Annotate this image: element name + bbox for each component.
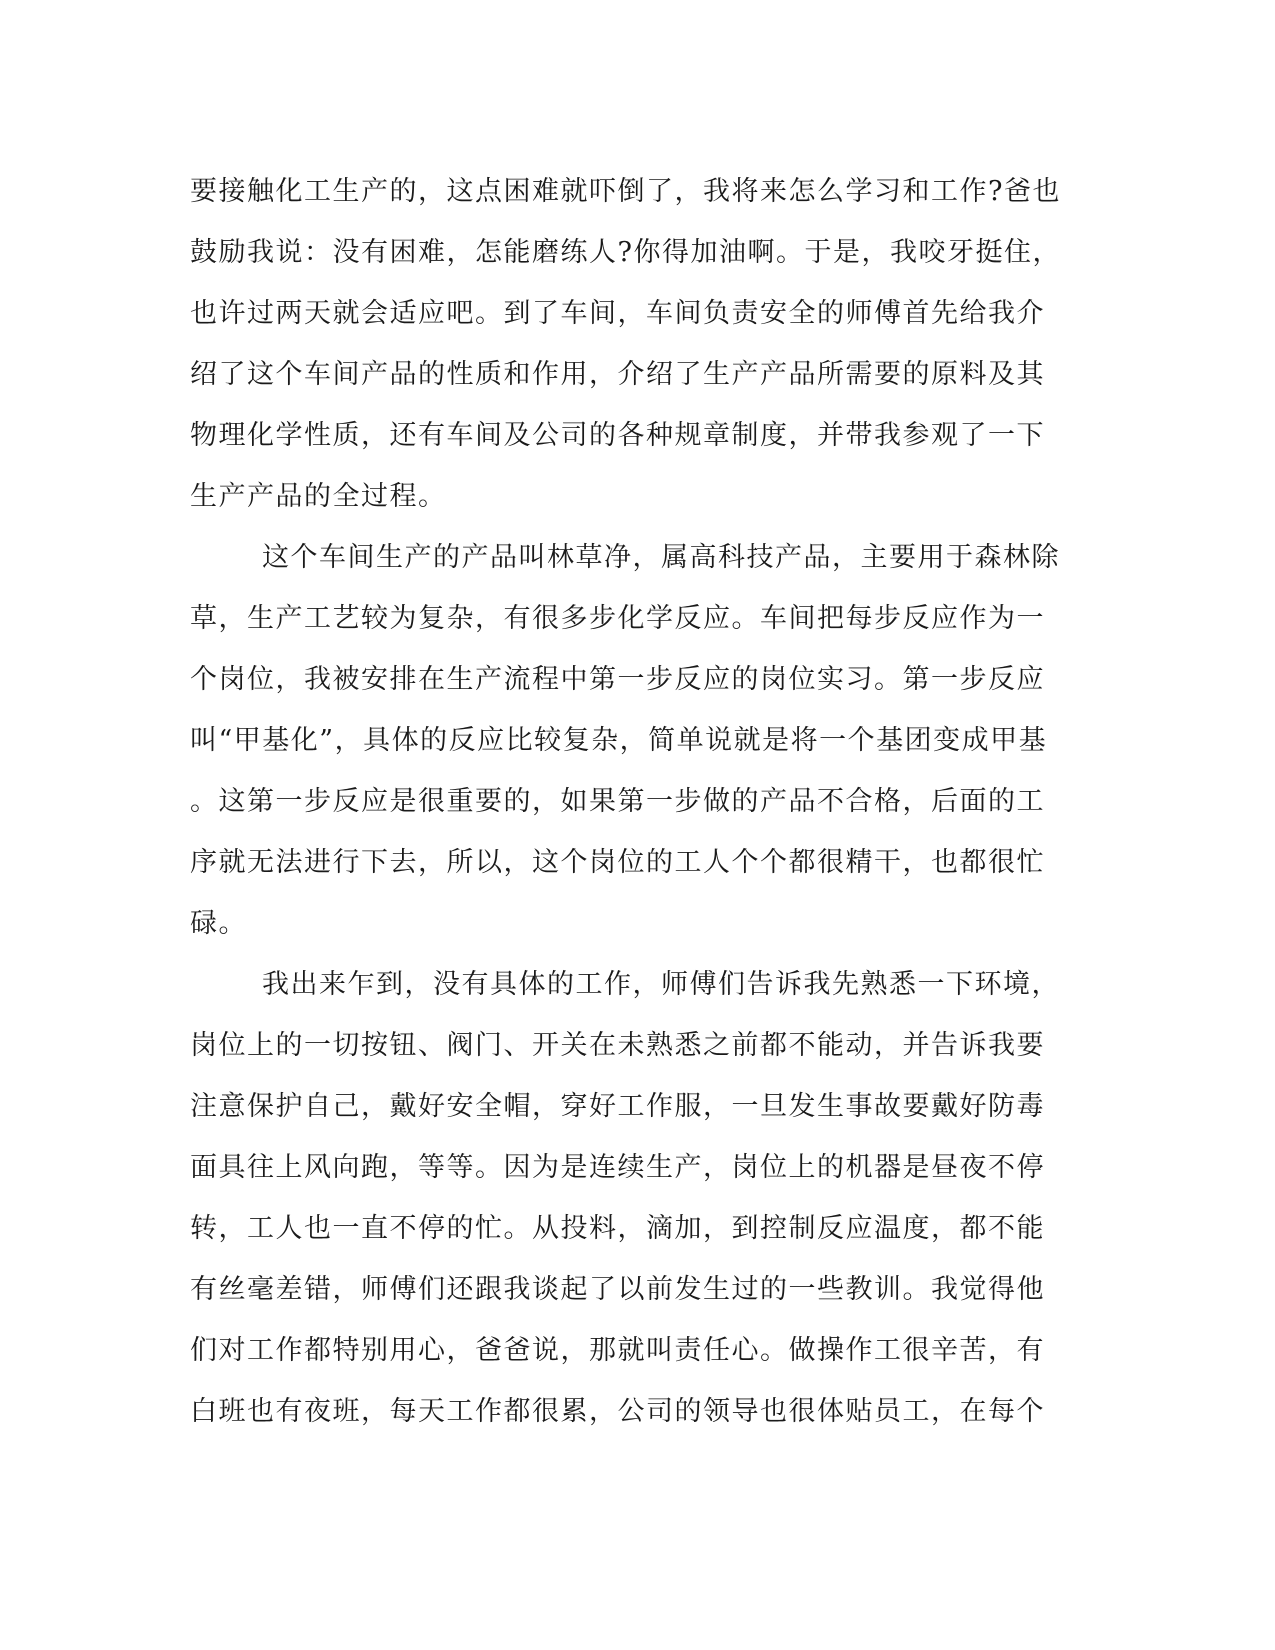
text-line: 转，工人也一直不停的忙。从投料，滴加，到控制反应温度，都不能 <box>190 1213 1045 1244</box>
text-line: 们对工作都特别用心，爸爸说，那就叫责任心。做操作工很辛苦，有 <box>190 1335 1045 1366</box>
text-line: 。这第一步反应是很重要的，如果第一步做的产品不合格，后面的工 <box>190 786 1045 817</box>
paragraph-start-line: 这个车间生产的产品叫林草净，属高科技产品，主要用于森林除 <box>262 542 1060 573</box>
text-line: 注意保护自己，戴好安全帽，穿好工作服，一旦发生事故要戴好防毒 <box>190 1091 1045 1122</box>
text-line: 要接触化工生产的，这点困难就吓倒了，我将来怎么学习和工作?爸也 <box>190 176 1061 207</box>
text-line: 碌。 <box>190 908 247 939</box>
text-line: 绍了这个车间产品的性质和作用，介绍了生产产品所需要的原料及其 <box>190 359 1045 390</box>
text-line: 叫“甲基化”，具体的反应比较复杂，简单说就是将一个基团变成甲基 <box>190 725 1048 756</box>
text-line: 序就无法进行下去，所以，这个岗位的工人个个都很精干，也都很忙 <box>190 847 1045 878</box>
body-text <box>190 161 1085 1442</box>
text-line: 白班也有夜班，每天工作都很累，公司的领导也很体贴员工，在每个 <box>190 1396 1045 1427</box>
text-line: 鼓励我说：没有困难，怎能磨练人?你得加油啊。于是，我咬牙挺住， <box>190 237 1061 268</box>
text-line: 草，生产工艺较为复杂，有很多步化学反应。车间把每步反应作为一 <box>190 603 1045 634</box>
text-line: 物理化学性质，还有车间及公司的各种规章制度，并带我参观了一下 <box>190 420 1045 451</box>
text-line: 有丝毫差错，师傅们还跟我谈起了以前发生过的一些教训。我觉得他 <box>190 1274 1045 1305</box>
text-line: 生产产品的全过程。 <box>190 481 447 512</box>
text-line: 也许过两天就会适应吧。到了车间，车间负责安全的师傅首先给我介 <box>190 298 1045 329</box>
text-line: 个岗位，我被安排在生产流程中第一步反应的岗位实习。第一步反应 <box>190 664 1045 695</box>
text-line: 岗位上的一切按钮、阀门、开关在未熟悉之前都不能动，并告诉我要 <box>190 1030 1045 1061</box>
text-line: 面具往上风向跑，等等。因为是连续生产，岗位上的机器是昼夜不停 <box>190 1152 1045 1183</box>
paragraph-start-line: 我出来乍到，没有具体的工作，师傅们告诉我先熟悉一下环境， <box>262 969 1060 1000</box>
